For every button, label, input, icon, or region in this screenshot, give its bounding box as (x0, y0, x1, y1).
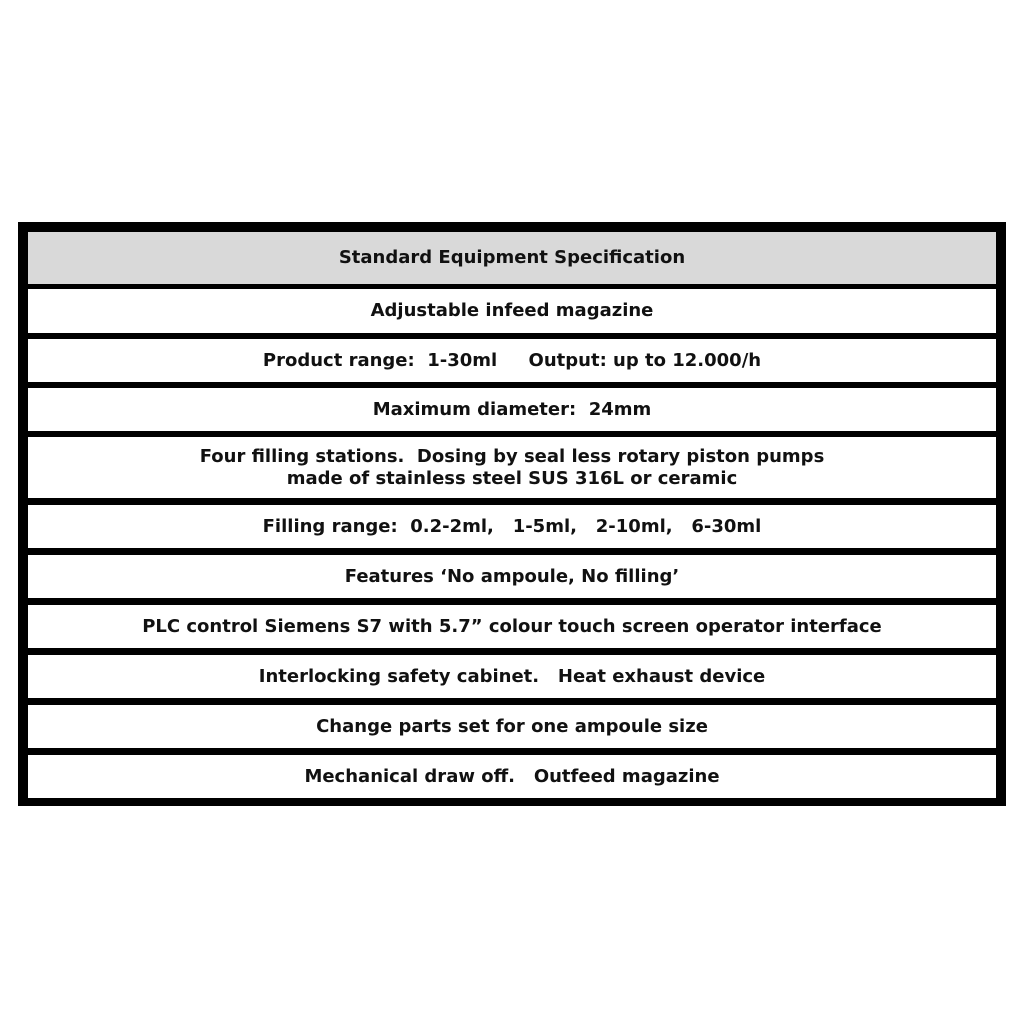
row-text: Product range: 1-30ml Output: up to 12.000/h (262, 349, 762, 371)
table-row (28, 339, 996, 382)
row-text: Four filling stations. Dosing by seal less rotary piston pumps (199, 445, 825, 467)
table-row (28, 605, 996, 648)
row-text: Features ‘No ampoule, No filling’ (344, 565, 680, 587)
row-text: Interlocking safety cabinet. Heat exhaust device (258, 665, 766, 687)
table-header-title: Standard Equipment Specification (338, 247, 686, 268)
specification-table (18, 222, 1006, 806)
row-text: Adjustable infeed magazine (370, 300, 654, 321)
table-row (28, 655, 996, 698)
row-text: Maximum diameter: 24mm (372, 398, 652, 420)
table-row (28, 705, 996, 748)
table-row (28, 437, 996, 498)
row-text: Mechanical draw off. Outfeed magazine (304, 765, 720, 787)
table-row (28, 388, 996, 431)
table-row (28, 505, 996, 548)
table-row (28, 289, 996, 333)
table-header (28, 232, 996, 284)
row-text: PLC control Siemens S7 with 5.7” colour touch screen operator interface (142, 615, 882, 637)
row-text: made of stainless steel SUS 316L or ceramic (286, 467, 738, 489)
table-row (28, 555, 996, 598)
row-text: Change parts set for one ampoule size (316, 715, 708, 737)
row-text: Filling range: 0.2-2ml, 1-5ml, 2-10ml, 6-30ml (262, 515, 762, 537)
table-row (28, 755, 996, 798)
